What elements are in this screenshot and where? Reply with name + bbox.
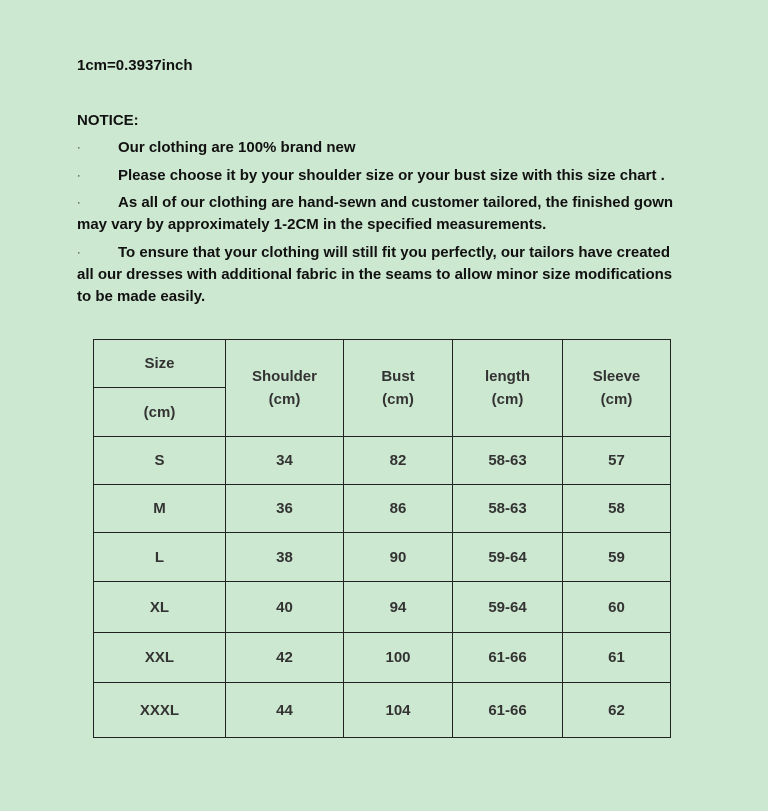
cell-sleeve: 61 bbox=[563, 633, 671, 683]
cell-size: L bbox=[94, 533, 226, 582]
header-length-label: length bbox=[485, 368, 530, 385]
cell-size: XXXL bbox=[94, 683, 226, 738]
table-row bbox=[94, 485, 671, 533]
cell-shoulder: 44 bbox=[226, 683, 344, 738]
table-row bbox=[94, 533, 671, 582]
header-size-unit: (cm) bbox=[94, 388, 226, 437]
cell-bust: 82 bbox=[344, 437, 453, 485]
cell-sleeve: 58 bbox=[563, 485, 671, 533]
cell-shoulder: 40 bbox=[226, 582, 344, 633]
table-row bbox=[94, 683, 671, 738]
cell-length: 61-66 bbox=[453, 683, 563, 738]
cell-sleeve: 60 bbox=[563, 582, 671, 633]
table-row bbox=[94, 582, 671, 633]
cell-size: XL bbox=[94, 582, 226, 633]
cell-sleeve: 62 bbox=[563, 683, 671, 738]
cell-size: M bbox=[94, 485, 226, 533]
header-sleeve-label: Sleeve bbox=[592, 368, 641, 385]
bullet: · bbox=[77, 170, 81, 182]
cell-shoulder: 38 bbox=[226, 533, 344, 582]
header-bust-unit: (cm) bbox=[382, 391, 414, 408]
notice-text: Please choose it by your shoulder size or your bust size with this size chart . bbox=[118, 167, 665, 184]
cell-sleeve: 59 bbox=[563, 533, 671, 582]
cell-bust: 94 bbox=[344, 582, 453, 633]
header-length bbox=[453, 340, 563, 437]
notice-item bbox=[77, 137, 687, 159]
bullet: · bbox=[77, 247, 81, 259]
cell-sleeve: 57 bbox=[563, 437, 671, 485]
bullet: · bbox=[77, 142, 81, 154]
cell-length: 58-63 bbox=[453, 437, 563, 485]
cell-bust: 86 bbox=[344, 485, 453, 533]
cell-length: 61-66 bbox=[453, 633, 563, 683]
cell-size: XXL bbox=[94, 633, 226, 683]
header-sleeve bbox=[563, 340, 671, 437]
cell-length: 58-63 bbox=[453, 485, 563, 533]
table-header-row bbox=[94, 340, 671, 388]
notice-item bbox=[77, 165, 687, 187]
cell-bust: 90 bbox=[344, 533, 453, 582]
header-sleeve-unit: (cm) bbox=[600, 391, 633, 408]
header-shoulder-unit: (cm) bbox=[268, 391, 301, 408]
table-row bbox=[94, 437, 671, 485]
unit-conversion: 1cm=0.3937inch bbox=[77, 57, 193, 74]
header-shoulder-label: Shoulder bbox=[251, 368, 317, 385]
notice-item bbox=[77, 242, 687, 308]
bullet: · bbox=[77, 197, 81, 209]
notice-title: NOTICE: bbox=[77, 112, 139, 129]
header-size: Size bbox=[94, 340, 226, 388]
header-length-unit: (cm) bbox=[491, 391, 524, 408]
size-chart-table bbox=[93, 339, 671, 738]
cell-length: 59-64 bbox=[453, 533, 563, 582]
notice-text: As all of our clothing are hand-sewn and customer tailored, the finished gown may vary by approximately 1-2CM in the specified measurements. bbox=[77, 194, 674, 233]
header-bust-label: Bust bbox=[381, 368, 415, 385]
notice-text: Our clothing are 100% brand new bbox=[118, 139, 356, 156]
notice-item bbox=[77, 192, 687, 236]
cell-bust: 100 bbox=[344, 633, 453, 683]
cell-bust: 104 bbox=[344, 683, 453, 738]
notice-text: To ensure that your clothing will still fit you perfectly, our tailors have created all our dresses with additional fabric in the seams to allow minor size modifications to be made easily. bbox=[77, 244, 673, 305]
cell-shoulder: 34 bbox=[226, 437, 344, 485]
table-row bbox=[94, 633, 671, 683]
header-bust bbox=[344, 340, 453, 437]
header-shoulder bbox=[226, 340, 344, 437]
cell-size: S bbox=[94, 437, 226, 485]
cell-shoulder: 36 bbox=[226, 485, 344, 533]
cell-shoulder: 42 bbox=[226, 633, 344, 683]
cell-length: 59-64 bbox=[453, 582, 563, 633]
